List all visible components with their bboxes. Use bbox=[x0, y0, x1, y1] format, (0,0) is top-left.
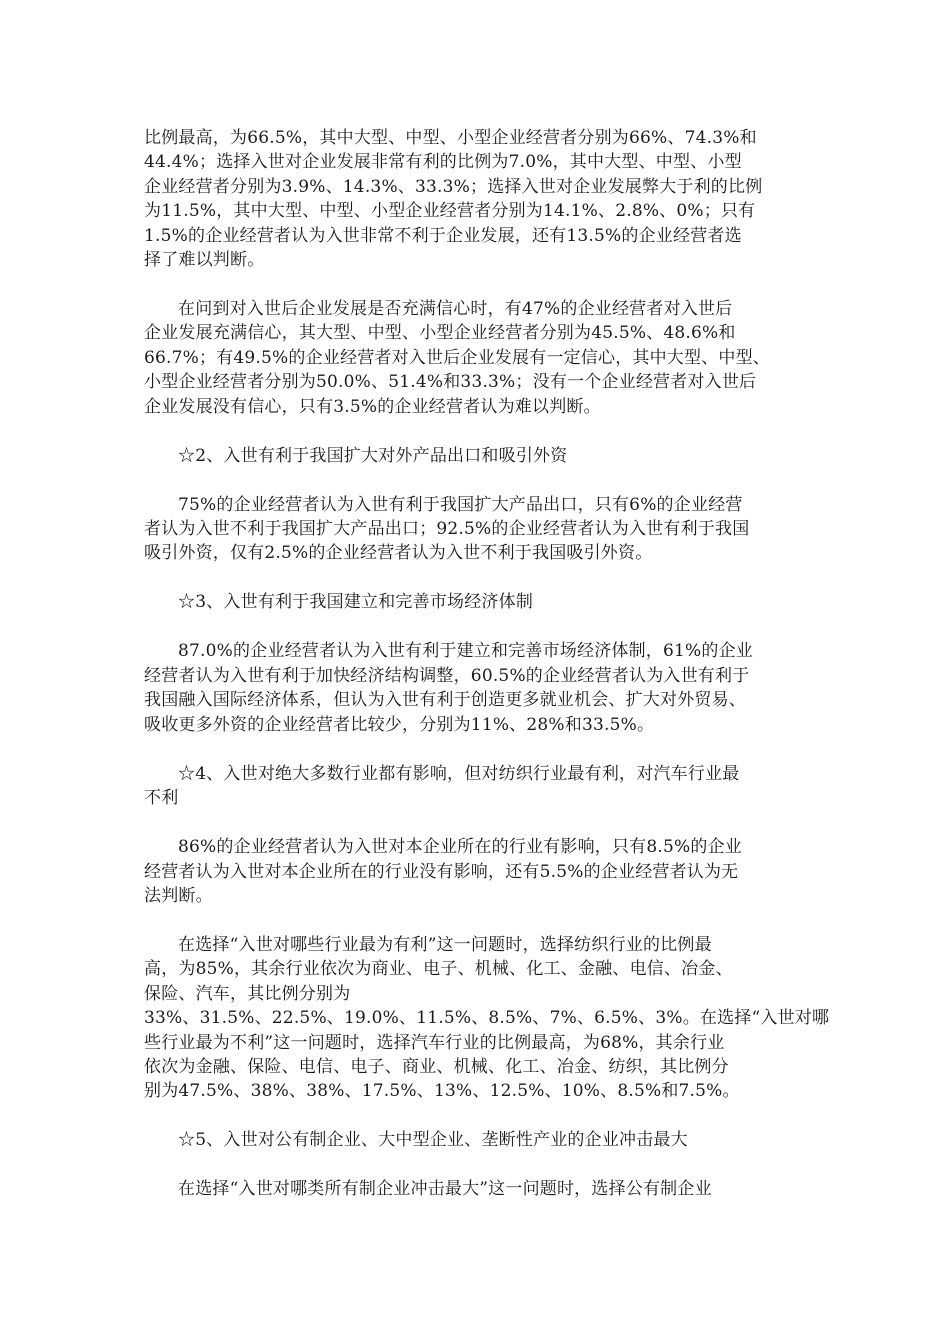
paragraph-entry-attitude bbox=[144, 126, 809, 272]
paragraph-ownership-impact bbox=[144, 1177, 809, 1201]
heading-line bbox=[144, 1128, 809, 1152]
text-line: 33%、31.5%、22.5%、19.0%、11.5%、8.5%、7%、6.5%、3%。在选择“入世对哪 bbox=[144, 1008, 830, 1029]
text-line: 企业经营者分别为3.9%、14.3%、33.3%；选择入世对企业发展弊大于利的比例 bbox=[144, 176, 763, 197]
text-line: 者认为入世不利于我国扩大产品出口；92.5%的企业经营者认为入世有利于我国 bbox=[144, 519, 750, 540]
heading-text: 3、入世有利于我国建立和完善市场经济体制 bbox=[195, 592, 534, 613]
text-line: 75%的企业经营者认为入世有利于我国扩大产品出口，只有6%的企业经营 bbox=[178, 494, 743, 515]
text-line: 择了难以判断。 bbox=[144, 250, 265, 271]
text-line: 法判断。 bbox=[144, 885, 213, 906]
text-line: 86%的企业经营者认为入世对本企业所在的行业有影响，只有8.5%的企业 bbox=[178, 837, 742, 858]
text-line: 吸引外资，仅有2.5%的企业经营者认为入世不利于我国吸引外资。 bbox=[144, 543, 653, 564]
star-icon: ☆ bbox=[178, 763, 196, 784]
star-icon: ☆ bbox=[178, 1130, 196, 1151]
star-icon: ☆ bbox=[178, 592, 196, 613]
text-line: 在问到对入世后企业发展是否充满信心时，有47%的企业经营者对入世后 bbox=[178, 299, 733, 320]
paragraph-confidence bbox=[144, 297, 809, 419]
section-heading-3 bbox=[144, 590, 809, 614]
text-line: 小型企业经营者分别为50.0%、51.4%和33.3%；没有一个企业经营者对入世后 bbox=[144, 372, 757, 393]
heading-text: 5、入世对公有制企业、大中型企业、垄断性产业的企业冲击最大 bbox=[195, 1130, 688, 1151]
text-line: 为11.5%，其中大型、中型、小型企业经营者分别为14.1%、2.8%、0%；只有 bbox=[144, 201, 756, 222]
text-line: 比例最高，为66.5%，其中大型、中型、小型企业经营者分别为66%、74.3%和 bbox=[144, 128, 757, 148]
text-line: 吸收更多外资的企业经营者比较少，分别为11%、28%和33.5%。 bbox=[144, 714, 655, 735]
paragraph-industry-impact bbox=[144, 835, 809, 908]
text-line: 经营者认为入世有利于加快经济结构调整，60.5%的企业经营者认为入世有利于 bbox=[144, 665, 750, 686]
heading-line bbox=[144, 590, 809, 614]
section-heading-2 bbox=[144, 444, 809, 468]
text-line: 别为47.5%、38%、38%、17.5%、13%、12.5%、10%、8.5%和7.5%。 bbox=[144, 1081, 740, 1102]
section-heading-4 bbox=[144, 762, 809, 811]
heading-line: 不利 bbox=[144, 788, 179, 809]
text-line: 66.7%；有49.5%的企业经营者对入世后企业发展有一定信心，其中大型、中型、 bbox=[144, 347, 771, 368]
text-line: 我国融入国际经济体系，但认为入世有利于创造更多就业机会、扩大对外贸易、 bbox=[144, 690, 746, 711]
text-line: 经营者认为入世对本企业所在的行业没有影响，还有5.5%的企业经营者认为无 bbox=[144, 861, 739, 882]
star-icon: ☆ bbox=[178, 445, 196, 466]
heading-line bbox=[144, 762, 809, 786]
text-line: 在选择“入世对哪些行业最为有利”这一问题时，选择纺织行业的比例最 bbox=[178, 934, 712, 955]
paragraph-export-investment bbox=[144, 493, 809, 566]
heading-text: 2、入世有利于我国扩大对外产品出口和吸引外资 bbox=[195, 445, 568, 466]
text-line: 44.4%；选择入世对企业发展非常有利的比例为7.0%，其中大型、中型、小型 bbox=[144, 152, 742, 173]
heading-text: 4、入世对绝大多数行业都有影响，但对纺织行业最有利，对汽车行业最 bbox=[195, 763, 740, 784]
section-heading-5 bbox=[144, 1128, 809, 1152]
text-line: 些行业最为不利”这一问题时，选择汽车行业的比例最高，为68%，其余行业 bbox=[144, 1032, 725, 1053]
document-body bbox=[144, 126, 830, 1226]
text-line: 企业发展没有信心，只有3.5%的企业经营者认为难以判断。 bbox=[144, 396, 601, 417]
text-line: 87.0%的企业经营者认为入世有利于建立和完善市场经济体制，61%的企业 bbox=[178, 641, 753, 662]
heading-line bbox=[144, 444, 809, 468]
text-line: 企业发展充满信心，其大型、中型、小型企业经营者分别为45.5%、48.6%和 bbox=[144, 323, 736, 344]
text-line: 保险、汽车，其比例分别为 bbox=[144, 983, 351, 1004]
paragraph-industry-ranking bbox=[144, 933, 830, 1104]
text-line: 1.5%的企业经营者认为入世非常不利于企业发展，还有13.5%的企业经营者选 bbox=[144, 225, 742, 246]
text-line: 在选择“入世对哪类所有制企业冲击最大”这一问题时，选择公有制企业 bbox=[178, 1179, 712, 1200]
text-line: 高，为85%，其余行业依次为商业、电子、机械、化工、金融、电信、冶金、 bbox=[144, 959, 733, 980]
text-line: 依次为金融、保险、电信、电子、商业、机械、化工、冶金、纺织，其比例分 bbox=[144, 1056, 729, 1077]
paragraph-market-economy bbox=[144, 639, 809, 737]
